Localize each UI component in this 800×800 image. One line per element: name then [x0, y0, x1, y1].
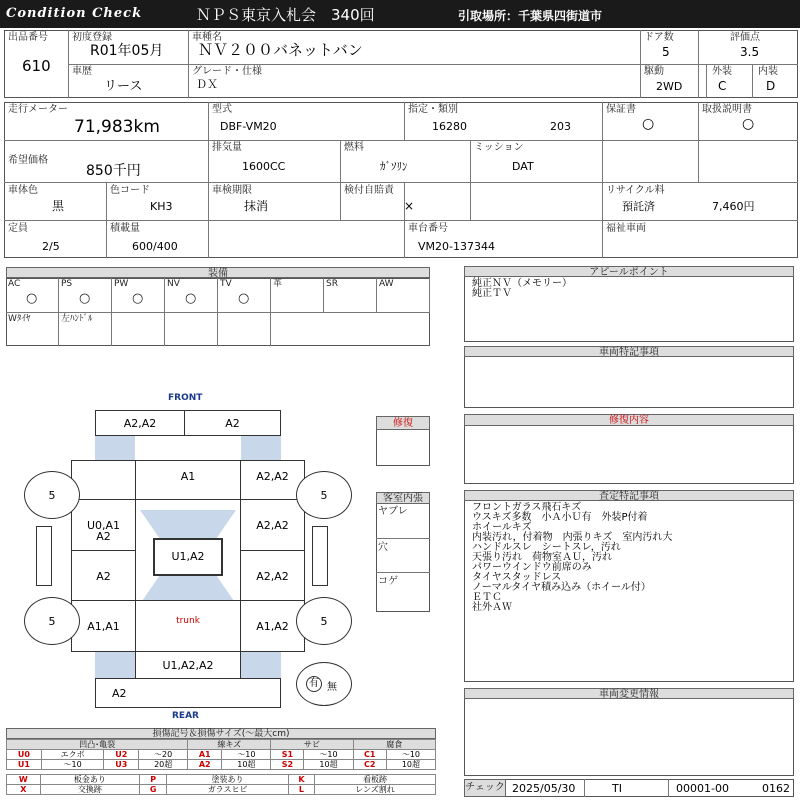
welfare-label: 福祉車両: [606, 223, 646, 234]
manual-value: ○: [742, 116, 755, 132]
panel-fl-door: U0,A1 A2: [71, 499, 136, 551]
legend-table: [6, 739, 436, 770]
repair-title: 修復: [376, 416, 430, 430]
spare-no: 無: [327, 682, 337, 693]
legend-head: 凹凸･亀裂: [7, 740, 188, 750]
recycle-label: リサイクル料: [606, 185, 665, 196]
legend-cell: U2: [104, 750, 139, 760]
equipment-value: ○: [79, 291, 91, 306]
panel-rl-quarter: A1,A1: [71, 600, 136, 652]
wheel-rear-right: 5: [296, 597, 352, 645]
int-label: 内装: [758, 66, 778, 77]
legend-title: 損傷記号＆損傷サイズ(〜最大cm): [6, 728, 436, 739]
equipment-value: ○: [26, 291, 38, 306]
warranty-value: ○: [642, 116, 655, 132]
score: 3.5: [740, 45, 760, 59]
legend-cell: 10超: [386, 760, 435, 770]
doors: 5: [662, 45, 670, 59]
legend-cell: U1: [7, 760, 42, 770]
panel-rr-door: A2,A2: [240, 550, 305, 601]
inspection-note: パワーウインドウ前席のみ: [472, 562, 592, 573]
wheel-front-left: 5: [24, 471, 80, 519]
legend-cell: C2: [353, 760, 386, 770]
legend-cell: G: [140, 785, 167, 795]
vehicle-type: DBF-VM20: [220, 120, 277, 133]
fuel: ｶﾞｿﾘﾝ: [380, 160, 408, 173]
equipment-cell: [6, 278, 59, 312]
legend-cell: U3: [104, 760, 139, 770]
drive-label: 駆動: [644, 66, 664, 77]
inspection-note: タイヤスタッドレス: [472, 572, 562, 583]
check-date: 2025/05/30: [512, 782, 576, 795]
legend-cell: 看板跡: [315, 775, 436, 785]
color-code: KH3: [150, 200, 173, 213]
inspection-note: 社外ＡＷ: [472, 602, 512, 613]
capacity-label: 定員: [8, 223, 28, 234]
legend-table-2: [6, 774, 436, 795]
capacity: 2/5: [42, 240, 60, 253]
panel-fl-fender: [71, 460, 136, 500]
equipment-cell: [271, 278, 324, 312]
legend-cell: 20超: [139, 760, 188, 770]
inspection-note: ＥＴＣ: [472, 592, 502, 603]
equipment-cell: [112, 312, 165, 346]
equipment-key: 革: [273, 279, 283, 289]
mileage-label: 走行メーター: [8, 104, 68, 115]
panel-front-right: A2: [184, 410, 281, 436]
inspection-notes-lines: [472, 503, 672, 613]
sheet-no: 0162: [762, 782, 790, 795]
equipment-value: ○: [185, 291, 197, 306]
legend-cell: 交換跡: [40, 785, 139, 795]
equipment-key: PW: [114, 279, 129, 289]
designation-label: 指定・類別: [408, 104, 458, 115]
appeal-line: 純正ＴＶ: [472, 288, 512, 299]
legend-cell: エクボ: [41, 750, 103, 760]
header-bar: [0, 0, 800, 28]
legend-cell: 10超: [222, 760, 271, 770]
panel-fr-door: A2,A2: [240, 499, 305, 551]
inspection-note: ウスキズ多数 小Ａ小Ｕ有 外装P付着: [472, 512, 648, 523]
checker-code: TI: [612, 782, 622, 795]
equipment-cell: [377, 278, 430, 312]
equipment-key: PS: [61, 279, 73, 289]
pickup-location: 引取場所：千葉県四街道市: [458, 9, 603, 23]
equipment-key: 左ﾊﾝﾄﾞﾙ: [61, 314, 93, 324]
equipment-cell: [112, 278, 165, 312]
int-grade: D: [766, 79, 776, 93]
mirror-right: [312, 526, 328, 586]
warranty-label: 保証書: [606, 104, 636, 115]
equipment-cell: [324, 278, 377, 312]
wheel-front-right: 5: [296, 471, 352, 519]
legend-head: 線キズ: [188, 740, 271, 750]
equipment-cell: [59, 312, 112, 346]
body-color: 黒: [52, 199, 65, 213]
equipment-value: ○: [132, 291, 144, 306]
lot-no-label: 出品番号: [8, 32, 48, 43]
equipment-key: NV: [167, 279, 180, 289]
model-name-label: 車種名: [192, 32, 222, 43]
legend-cell: S1: [271, 750, 304, 760]
auction-title: ＮＰＳ東京入札会 340回: [196, 6, 375, 24]
check-label: チェック: [464, 779, 506, 797]
liability-value: ×: [404, 199, 415, 213]
legend-cell: 〜10: [222, 750, 271, 760]
legend-cell: 〜10: [386, 750, 435, 760]
legend-cell: 板金あり: [40, 775, 139, 785]
legend-cell: A1: [188, 750, 222, 760]
ext-label: 外装: [712, 66, 732, 77]
first-reg: R01年05月: [90, 43, 164, 59]
inspection-note: フロントガラス飛石キズ: [472, 502, 582, 513]
legend-cell: K: [288, 775, 314, 785]
legend-cell: U0: [7, 750, 42, 760]
liability-label: 検付自賠責: [344, 185, 394, 196]
drive: 2WD: [656, 80, 683, 93]
body-color-label: 車体色: [8, 185, 38, 196]
panel-fr-fender: A2,A2: [240, 460, 305, 500]
serial-no: 00001-00: [676, 782, 729, 795]
inspection-note: 天張り汚れ 荷物室ＡＵ，汚れ: [472, 552, 612, 563]
changes-title: 車両変更情報: [464, 688, 794, 699]
legend-cell: S2: [271, 760, 304, 770]
equipment-cell: [59, 278, 112, 312]
model-name: ＮＶ２００バネットバン: [198, 41, 363, 59]
equipment-key: AW: [379, 279, 394, 289]
cabin-title: 客室内張: [376, 492, 430, 504]
ext-grade: C: [718, 79, 727, 93]
spare-tire: [296, 662, 352, 706]
panel-rr-quarter: A1,A2: [240, 600, 305, 652]
legend-cell: レンズ割れ: [315, 785, 436, 795]
panel-roof: U1,A2: [153, 538, 223, 576]
legend-cell: 〜10: [41, 760, 103, 770]
equipment-key: AC: [8, 279, 21, 289]
designation-a: 16280: [432, 120, 467, 133]
equipment-value: ○: [238, 291, 250, 306]
legend-cell: L: [288, 785, 314, 795]
cabin-item-burn: コゲ: [378, 576, 398, 587]
legend-cell: P: [140, 775, 167, 785]
cabin-item-hole: 穴: [378, 542, 388, 553]
equipment-cell: [218, 278, 271, 312]
legend-head: サビ: [271, 740, 353, 750]
mission: DAT: [512, 160, 534, 173]
equipment-cell: [165, 312, 218, 346]
load-label: 積載量: [110, 223, 140, 234]
rear-label: REAR: [172, 711, 199, 721]
lot-no: 610: [22, 57, 51, 75]
legend-head: 腐食: [353, 740, 436, 750]
color-code-label: 色コード: [110, 185, 150, 196]
recycle-fee: 7,460円: [712, 200, 755, 213]
legend-cell: 〜10: [304, 750, 353, 760]
displacement: 1600CC: [242, 160, 286, 173]
equipment-key: SR: [326, 279, 338, 289]
legend-cell: W: [7, 775, 41, 785]
repair-detail-title: 修復内容: [464, 414, 794, 426]
legend-cell: 塗装あり: [167, 775, 289, 785]
appeal-line: 純正ＮＶ（メモリー）: [472, 278, 572, 289]
panel-rl-door: A2: [71, 550, 136, 601]
mission-label: ミッション: [474, 142, 524, 153]
desired-price-label: 希望価格: [8, 155, 48, 166]
panel-rear-bottom: A2: [95, 678, 281, 708]
equipment-key: Wﾀｲﾔ: [8, 314, 31, 324]
panel-hood: A1: [135, 460, 241, 500]
chassis-no: VM20-137344: [418, 240, 495, 253]
panel-front-left: A2,A2: [95, 410, 185, 436]
type-label: 型式: [212, 104, 232, 115]
brand-title: Condition Check: [6, 6, 143, 21]
equipment-cell: [218, 312, 271, 346]
history: リース: [104, 79, 143, 94]
load-capacity: 600/400: [132, 240, 178, 253]
doors-label: ドア数: [644, 32, 674, 43]
inspection-label: 車検期限: [212, 185, 252, 196]
cabin-item-tear: ヤブレ: [378, 506, 408, 517]
spare-yes: 有: [306, 676, 322, 692]
equipment-cell: [165, 278, 218, 312]
legend-cell: 10超: [304, 760, 353, 770]
appeal-lines: [472, 279, 572, 299]
legend-cell: ガラスヒビ: [167, 785, 289, 795]
equipment-key: TV: [220, 279, 232, 289]
changes-panel: [464, 688, 794, 776]
grade: ＤＸ: [196, 78, 218, 91]
trunk-label: trunk: [135, 600, 241, 652]
history-label: 車歴: [72, 66, 92, 77]
inspection-notes-title: 査定特記事項: [464, 490, 794, 501]
legend-cell: X: [7, 785, 41, 795]
fuel-label: 燃料: [344, 142, 364, 153]
desired-price: 850千円: [86, 163, 141, 179]
legend-cell: C1: [353, 750, 386, 760]
manual-label: 取扱説明書: [702, 104, 752, 115]
equipment-cell: [6, 312, 59, 346]
inspection-note: 内装汚れ，付着物 内張りキズ 室内汚れ大: [472, 532, 673, 543]
score-label: 評価点: [730, 32, 760, 43]
mileage: 71,983km: [74, 117, 160, 137]
mirror-left: [36, 526, 52, 586]
inspection-value: 抹消: [244, 199, 269, 213]
wheel-rear-left: 5: [24, 597, 80, 645]
equipment-title: 装備: [6, 267, 430, 278]
displacement-label: 排気量: [212, 142, 242, 153]
inspection-note: ノーマルタイヤ積み込み（ホイール付）: [472, 582, 651, 593]
designation-b: 203: [550, 120, 571, 133]
grade-label: グレード・仕様: [192, 66, 262, 77]
legend-cell: A2: [188, 760, 222, 770]
recycle-status: 預託済: [622, 200, 655, 213]
first-reg-label: 初度登録: [72, 32, 112, 43]
panel-rear: U1,A2,A2: [135, 651, 241, 679]
legend-cell: 〜20: [139, 750, 188, 760]
inspection-note: ハンドルスレ シートスレ，汚れ: [472, 542, 621, 553]
chassis-label: 車台番号: [408, 223, 448, 234]
inspection-note: ホイールキズ: [472, 522, 532, 533]
appeal-title: アピールポイント: [464, 266, 794, 277]
front-label: FRONT: [168, 393, 203, 403]
special-title: 車両特記事項: [464, 346, 794, 357]
